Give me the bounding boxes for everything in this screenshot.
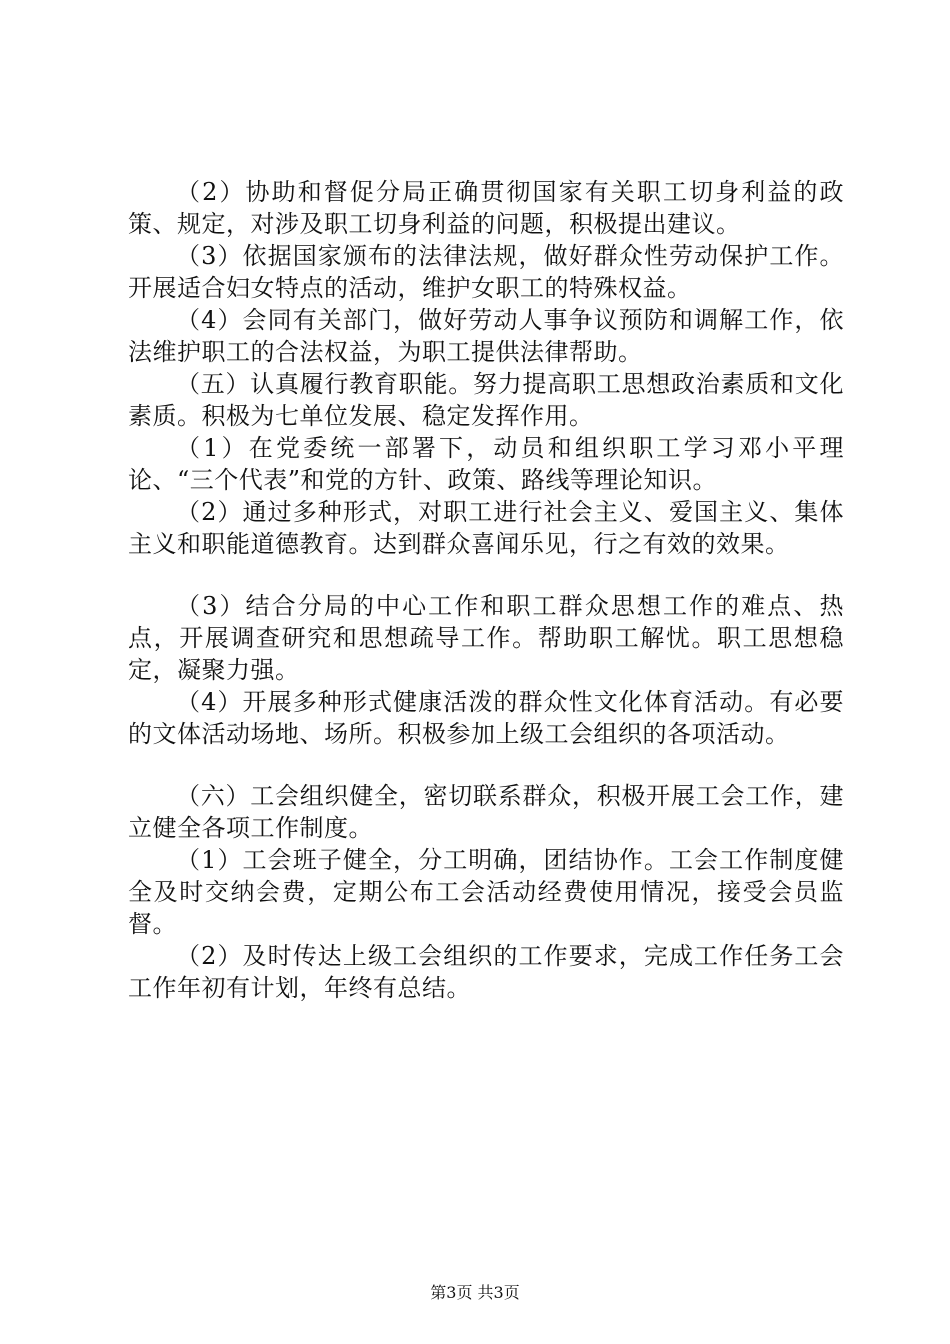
paragraph-education-4: （4）开展多种形式健康活泼的群众性文化体育活动。有必要的文体活动场地、场所。积极参加上级工会组织的各项活动。 [128,688,844,748]
paragraph-organization-1: （1）工会班子健全，分工明确，团结协作。工会工作制度健全及时交纳会费，定期公布工会活动经费使用情况，接受会员监督。 [128,846,844,938]
paragraph-section-5: （五）认真履行教育职能。努力提高职工思想政治素质和文化素质。积极为七单位发展、稳定发挥作用。 [128,370,844,430]
paragraph-organization-2: （2）及时传达上级工会组织的工作要求，完成工作任务工会工作年初有计划，年终有总结。 [128,942,844,1002]
paragraph-protect-3: （3）依据国家颁布的法律法规，做好群众性劳动保护工作。开展适合妇女特点的活动，维护女职工的特殊权益。 [128,242,844,302]
paragraph-protect-2: （2）协助和督促分局正确贯彻国家有关职工切身利益的政策、规定，对涉及职工切身利益的问题，积极提出建议。 [128,178,844,238]
paragraph-section-6: （六）工会组织健全，密切联系群众，积极开展工会工作，建立健全各项工作制度。 [128,782,844,842]
paragraph-education-1: （1）在党委统一部署下，动员和组织职工学习邓小平理论、“三个代表”和党的方针、政策、路线等理论知识。 [128,434,844,494]
page-number-footer: 第3页 共3页 [430,1283,520,1302]
document-body [128,176,844,1004]
paragraph-education-3: （3）结合分局的中心工作和职工群众思想工作的难点、热点，开展调查研究和思想疏导工作。帮助职工解忧。职工思想稳定，凝聚力强。 [128,592,844,684]
paragraph-protect-4: （4）会同有关部门，做好劳动人事争议预防和调解工作，依法维护职工的合法权益，为职工提供法律帮助。 [128,306,844,366]
paragraph-education-2: （2）通过多种形式，对职工进行社会主义、爱国主义、集体主义和职能道德教育。达到群众喜闻乐见，行之有效的效果。 [128,498,844,558]
